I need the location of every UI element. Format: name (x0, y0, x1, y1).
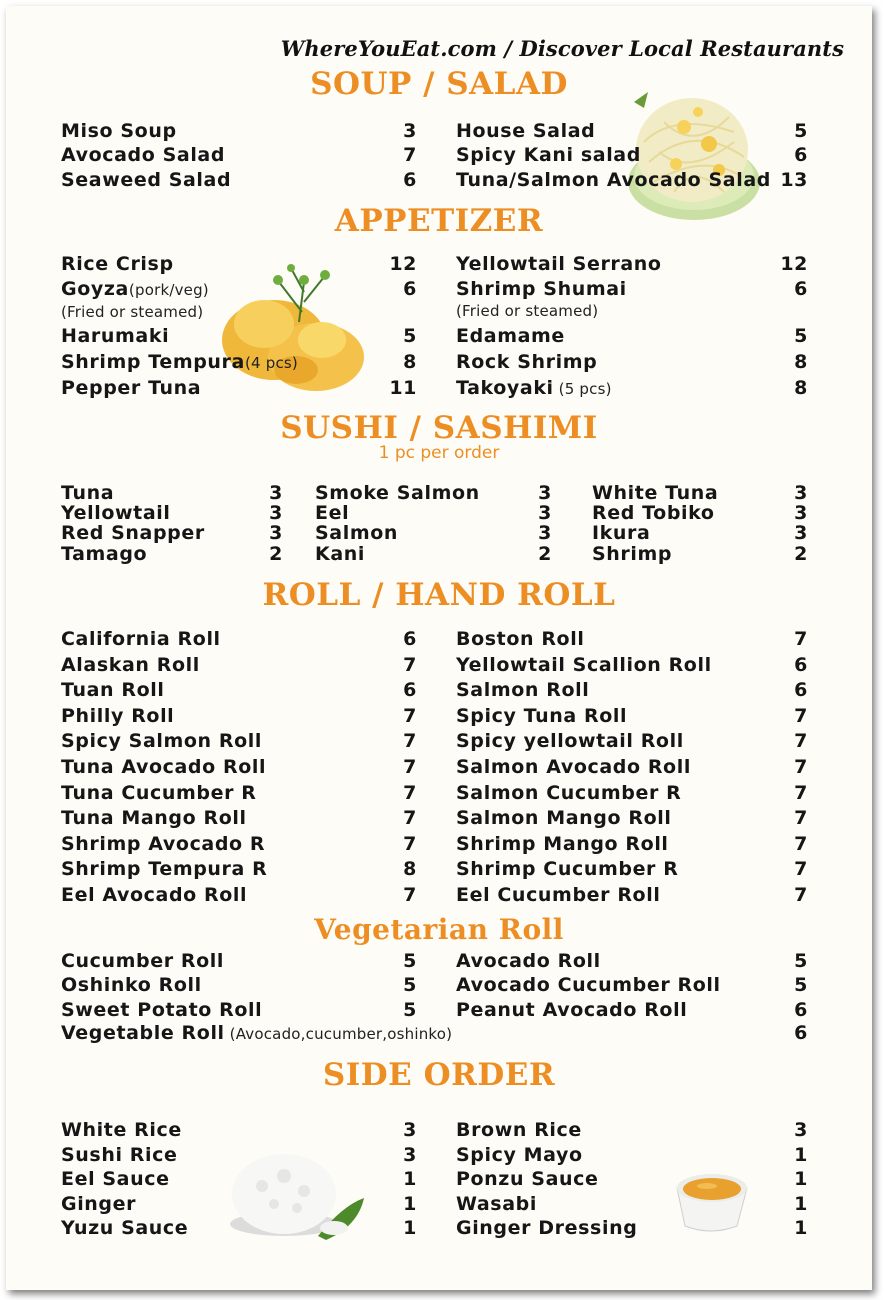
section-title-sushi: SUSHI / SASHIMI (280, 410, 598, 446)
item-price: 3 (794, 482, 808, 504)
item-price: 3 (269, 522, 283, 545)
item-name: Takoyaki (456, 377, 554, 399)
menu-item (456, 949, 808, 973)
item-name: Eel Sauce (61, 1168, 170, 1190)
vegetarian-left-list (61, 949, 417, 1022)
item-price: 7 (794, 730, 808, 753)
item-price: 6 (794, 1022, 808, 1044)
menu-item (61, 998, 417, 1022)
menu-item (61, 857, 417, 883)
menu-item (592, 503, 808, 523)
side-left-list (61, 1118, 417, 1241)
item-name: Shrimp Tempura R (61, 858, 268, 881)
item-price: 7 (794, 883, 808, 906)
item-name: Salmon Mango Roll (456, 807, 672, 830)
appetizer-right-list (456, 252, 808, 402)
item-price: 7 (403, 883, 417, 906)
menu-item (456, 252, 808, 277)
menu-item (456, 324, 808, 350)
menu-item (456, 729, 808, 755)
item-name: Spicy Salmon Roll (61, 730, 262, 753)
item-name: House Salad (456, 120, 596, 142)
sushi-col2-list (315, 483, 552, 564)
item-name: Tuan Roll (61, 679, 165, 702)
item-name: Shrimp Avocado R (61, 832, 266, 855)
item-name: Harumaki (61, 325, 170, 347)
menu-item (61, 883, 417, 909)
item-price: 7 (403, 755, 417, 778)
menu-item (456, 755, 808, 781)
item-name: Edamame (456, 325, 565, 347)
item-name: Salmon Avocado Roll (456, 755, 691, 778)
roll-right-list (456, 627, 808, 909)
watermark-text: WhereYouEat.com / Discover Local Restaurants (280, 36, 844, 61)
menu-item (61, 781, 417, 807)
item-price: 7 (403, 832, 417, 855)
menu-item (61, 119, 417, 143)
item-price: 11 (389, 377, 417, 399)
item-price: 7 (403, 704, 417, 727)
item-name: Miso Soup (61, 120, 177, 142)
side-right-list (456, 1118, 808, 1241)
menu-item (592, 544, 808, 564)
item-note: (5 pcs) (553, 380, 612, 398)
menu-item (592, 523, 808, 543)
item-name: Red Tobiko (592, 502, 715, 525)
item-price: 6 (794, 278, 808, 300)
item-name: Rock Shrimp (456, 351, 598, 373)
item-price: 5 (794, 974, 808, 997)
item-name: Salmon (315, 522, 398, 545)
item-price: 1 (403, 1192, 417, 1215)
item-price: 5 (403, 950, 417, 972)
menu-item (456, 653, 808, 679)
item-name: Brown Rice (456, 1119, 582, 1141)
item-price: 7 (403, 144, 417, 167)
item-price: 6 (403, 628, 417, 650)
item-price: 5 (403, 998, 417, 1021)
item-name: Tuna Avocado Roll (61, 755, 267, 778)
item-price: 5 (794, 950, 808, 972)
menu-item (456, 1192, 808, 1217)
item-price: 3 (794, 522, 808, 545)
item-name: Oshinko Roll (61, 974, 202, 997)
item-name: Peanut Avocado Roll (456, 998, 688, 1021)
item-name: Shrimp Tempura (61, 351, 245, 373)
item-name: Spicy Tuna Roll (456, 704, 628, 727)
menu-item (456, 1143, 808, 1168)
item-name: White Rice (61, 1119, 182, 1141)
item-name: California Roll (61, 628, 221, 650)
item-price: 1 (794, 1217, 808, 1239)
item-price: 7 (403, 781, 417, 804)
section-title-side-order: SIDE ORDER (322, 1057, 556, 1093)
item-price: 2 (794, 542, 808, 565)
item-subnote: (Fried or steamed) (61, 303, 204, 321)
menu-item (61, 523, 283, 543)
item-price: 7 (403, 653, 417, 676)
menu-item (456, 806, 808, 832)
item-price: 3 (538, 522, 552, 545)
menu-item (61, 653, 417, 679)
menu-item (61, 729, 417, 755)
menu-item (61, 755, 417, 781)
item-name: Shrimp Shumai (456, 278, 627, 300)
item-name: Eel Avocado Roll (61, 883, 248, 906)
menu-item (456, 1167, 808, 1192)
item-name: Spicy Mayo (456, 1143, 583, 1166)
vegetarian-right-list (456, 949, 808, 1022)
menu-item (61, 627, 417, 653)
menu-item (456, 973, 808, 997)
sushi-col1-list (61, 483, 283, 564)
item-name: Eel (315, 502, 350, 525)
menu-item (592, 483, 808, 503)
item-price: 1 (403, 1217, 417, 1239)
item-name: Pepper Tuna (61, 377, 202, 399)
item-price: 1 (794, 1143, 808, 1166)
menu-item (61, 503, 283, 523)
menu-item (61, 949, 417, 973)
item-name: Tuna Mango Roll (61, 807, 247, 830)
item-name: Alaskan Roll (61, 653, 200, 676)
menu-page (6, 6, 872, 1290)
item-price: 1 (403, 1168, 417, 1190)
menu-item (61, 168, 417, 192)
menu-item (456, 168, 808, 192)
item-price: 5 (403, 974, 417, 997)
item-name: Vegetable Roll (61, 1022, 225, 1044)
menu-item (456, 832, 808, 858)
item-name: Salmon Cucumber R (456, 781, 682, 804)
item-name: Eel Cucumber Roll (456, 883, 661, 906)
menu-item (315, 483, 552, 503)
item-price: 6 (403, 679, 417, 702)
item-price: 12 (389, 253, 417, 275)
item-price: 8 (794, 351, 808, 373)
item-name: Yuzu Sauce (61, 1217, 189, 1239)
item-name: Spicy Kani salad (456, 144, 641, 167)
section-title-roll: ROLL / HAND ROLL (262, 577, 616, 613)
vegetarian-full-row (61, 1021, 808, 1045)
item-name: Ginger (61, 1192, 137, 1215)
menu-item (315, 523, 552, 543)
menu-item (456, 998, 808, 1022)
item-price: 2 (538, 542, 552, 565)
item-price: 5 (794, 325, 808, 347)
soup-salad-right-list (456, 119, 808, 192)
item-price: 7 (794, 807, 808, 830)
item-price: 6 (794, 653, 808, 676)
item-price: 7 (403, 807, 417, 830)
item-name: Rice Crisp (61, 253, 174, 275)
menu-item (61, 973, 417, 997)
menu-item (456, 781, 808, 807)
menu-item (61, 376, 417, 402)
item-name: Philly Roll (61, 704, 175, 727)
item-price: 13 (780, 168, 808, 191)
menu-item (61, 1192, 417, 1217)
item-price: 3 (403, 1143, 417, 1166)
item-name: Cucumber Roll (61, 950, 225, 972)
item-price: 6 (794, 998, 808, 1021)
item-subnote: (Fried or steamed) (456, 302, 599, 320)
menu-item (61, 1118, 417, 1143)
menu-item (456, 119, 808, 143)
menu-item (456, 883, 808, 909)
item-name: Avocado Cucumber Roll (456, 974, 721, 997)
item-name: Wasabi (456, 1192, 537, 1215)
item-price: 12 (780, 253, 808, 275)
item-price: 5 (794, 120, 808, 142)
item-price: 1 (794, 1168, 808, 1190)
menu-item (315, 503, 552, 523)
item-price: 3 (794, 502, 808, 525)
item-price: 3 (403, 120, 417, 142)
menu-item (61, 1021, 808, 1045)
menu-item (456, 350, 808, 376)
item-name: Avocado Roll (456, 950, 601, 972)
item-note: (4 pcs) (244, 354, 298, 372)
appetizer-left-list (61, 252, 417, 402)
menu-item (61, 277, 417, 324)
menu-item (456, 376, 808, 402)
item-name: Spicy yellowtail Roll (456, 730, 684, 753)
item-name: Tuna (61, 482, 115, 504)
item-name: Yellowtail Serrano (456, 253, 662, 275)
item-name: Red Snapper (61, 522, 205, 545)
menu-item (61, 1216, 417, 1241)
item-price: 8 (403, 351, 417, 373)
item-name: Tamago (61, 542, 148, 565)
item-price: 7 (794, 781, 808, 804)
item-name: Goyza (61, 278, 129, 300)
item-price: 1 (794, 1192, 808, 1215)
item-name: Kani (315, 542, 365, 565)
menu-item (61, 324, 417, 350)
menu-item (61, 832, 417, 858)
item-name: Yellowtail (61, 502, 171, 525)
item-price: 5 (403, 325, 417, 347)
item-name: Seaweed Salad (61, 168, 232, 191)
item-price: 6 (403, 278, 417, 300)
item-price: 3 (403, 1119, 417, 1141)
menu-item (61, 1167, 417, 1192)
menu-item (456, 857, 808, 883)
item-name: Sweet Potato Roll (61, 998, 263, 1021)
menu-item (315, 544, 552, 564)
item-price: 3 (269, 502, 283, 525)
item-note: (pork/veg) (128, 281, 209, 299)
item-name: White Tuna (592, 482, 719, 504)
item-name: Shrimp Mango Roll (456, 832, 669, 855)
item-name: Ikura (592, 522, 651, 545)
menu-item (456, 143, 808, 167)
item-price: 7 (794, 704, 808, 727)
item-price: 6 (794, 144, 808, 167)
item-price: 2 (269, 542, 283, 565)
item-name: Shrimp (592, 542, 673, 565)
item-price: 8 (403, 858, 417, 881)
item-price: 6 (403, 168, 417, 191)
item-name: Tuna/Salmon Avocado Salad (456, 168, 771, 191)
section-title-appetizer: APPETIZER (334, 203, 544, 239)
item-name: Avocado Salad (61, 144, 226, 167)
roll-left-list (61, 627, 417, 909)
item-name: Salmon Roll (456, 679, 590, 702)
item-price: 7 (794, 628, 808, 650)
item-name: Sushi Rice (61, 1143, 178, 1166)
menu-item (61, 143, 417, 167)
item-price: 7 (794, 832, 808, 855)
menu-item (61, 806, 417, 832)
menu-item (456, 277, 808, 324)
menu-item (456, 1216, 808, 1241)
section-title-soup-salad: SOUP / SALAD (310, 66, 568, 102)
item-price: 3 (794, 1119, 808, 1141)
menu-item (61, 544, 283, 564)
menu-item (61, 1143, 417, 1168)
menu-item (456, 627, 808, 653)
item-name: Boston Roll (456, 628, 585, 650)
section-title-vegetarian: Vegetarian Roll (314, 913, 564, 946)
menu-item (61, 483, 283, 503)
item-name: Smoke Salmon (315, 482, 480, 504)
item-name: Tuna Cucumber R (61, 781, 257, 804)
menu-item (61, 350, 417, 376)
item-price: 7 (403, 730, 417, 753)
item-price: 3 (538, 482, 552, 504)
menu-item (456, 704, 808, 730)
item-price: 3 (538, 502, 552, 525)
item-name: Shrimp Cucumber R (456, 858, 679, 881)
sushi-col3-list (592, 483, 808, 564)
menu-item (61, 678, 417, 704)
menu-item (61, 252, 417, 277)
menu-item (456, 678, 808, 704)
item-price: 7 (794, 755, 808, 778)
item-price: 8 (794, 377, 808, 399)
item-note: (Avocado,cucumber,oshinko) (224, 1025, 453, 1043)
item-name: Ginger Dressing (456, 1217, 638, 1239)
section-subtitle-sushi: 1 pc per order (378, 443, 500, 463)
item-name: Yellowtail Scallion Roll (456, 653, 712, 676)
item-price: 6 (794, 679, 808, 702)
item-name: Ponzu Sauce (456, 1168, 599, 1190)
menu-item (456, 1118, 808, 1143)
item-price: 3 (269, 482, 283, 504)
item-price: 7 (794, 858, 808, 881)
soup-salad-left-list (61, 119, 417, 192)
menu-item (61, 704, 417, 730)
